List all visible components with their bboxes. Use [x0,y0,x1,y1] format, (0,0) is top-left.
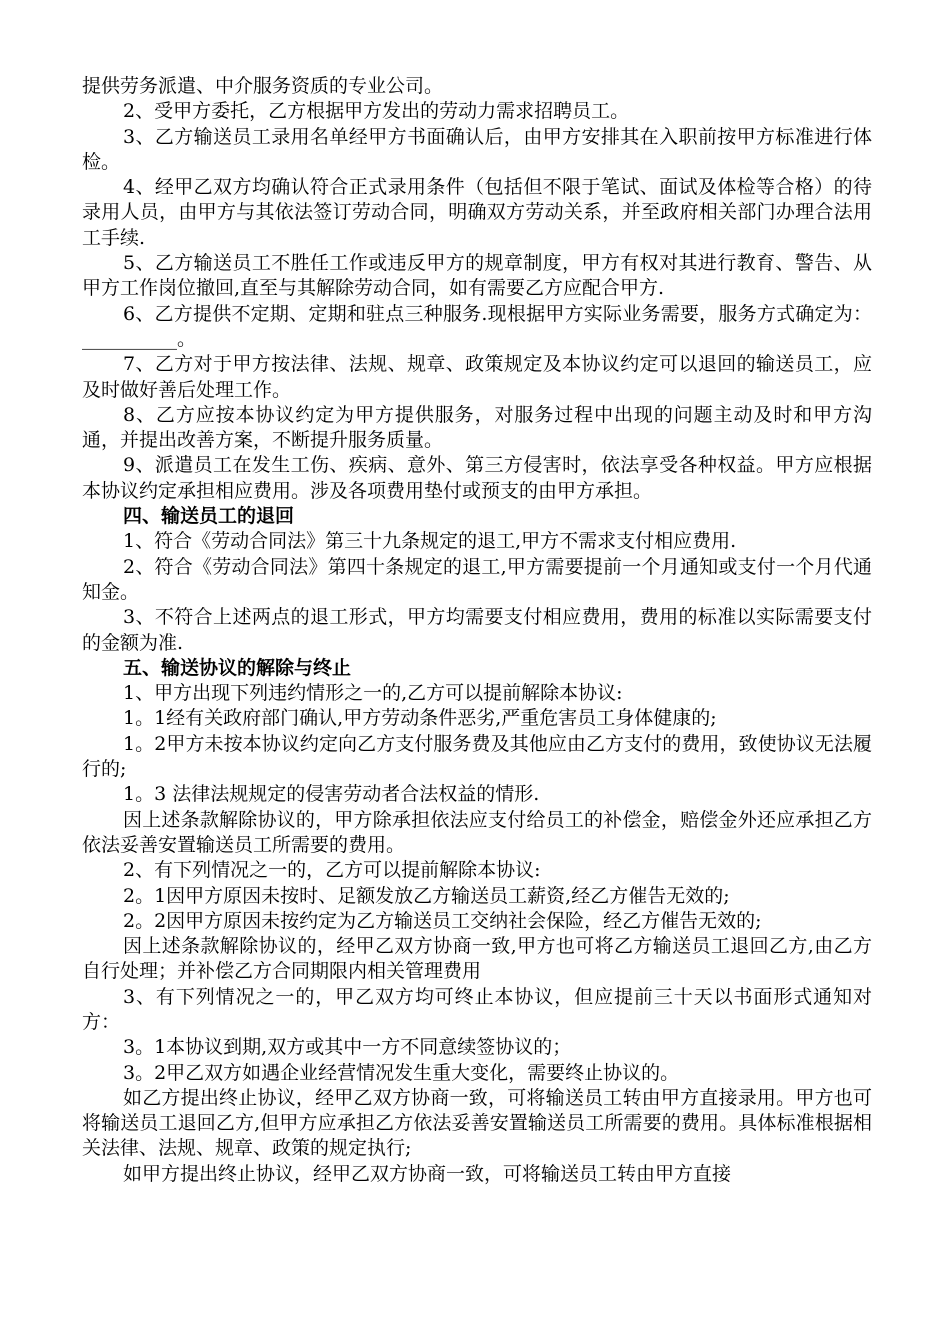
section-heading: 五、输送协议的解除与终止 [123,656,352,679]
paragraph: 8、乙方应按本协议约定为甲方提供服务，对服务过程中出现的问题主动及时和甲方沟通，并提出改善方案，不断提升服务质量。 [82,403,872,452]
paragraph: 2、受甲方委托，乙方根据甲方发出的劳动力需求招聘员工。 [123,100,630,123]
document-body [82,74,872,1187]
paragraph: 6、乙方提供不定期、定期和驻点三种服务.现根据甲方实际业务需要，服务方式确定为：__________。 [82,302,872,350]
paragraph: 3、不符合上述两点的退工形式，甲方均需要支付相应费用，费用的标准以实际需要支付的金额为准. [82,606,872,654]
paragraph: 1、符合《劳动合同法》第三十九条规定的退工,甲方不需求支付相应费用. [123,530,737,553]
paragraph: 9、派遣员工在发生工伤、疾病、意外、第三方侵害时，依法享受各种权益。甲方应根据本协议约定承担相应费用。涉及各项费用垫付或预支的由甲方承担。 [82,454,872,502]
paragraph: 1。3 法律法规规定的侵害劳动者合法权益的情形. [123,783,540,806]
paragraph: 1。2甲方未按本协议约定向乙方支付服务费及其他应由乙方支付的费用，致使协议无法履行的; [82,732,872,781]
paragraph: 5、乙方输送员工不胜任工作或违反甲方的规章制度，甲方有权对其进行教育、警告、从甲方工作岗位撤回,直至与其解除劳动合同，如有需要乙方应配合甲方. [82,252,872,300]
paragraph: 2。1因甲方原因未按时、足额发放乙方输送员工薪资,经乙方催告无效的; [123,884,730,907]
paragraph: 因上述条款解除协议的，甲方除承担依法应支付给员工的补偿金，赔偿金外还应承担乙方依法妥善安置输送员工所需要的费用。 [82,808,872,856]
paragraph: 提供劳务派遣、中介服务资质的专业公司。 [82,75,444,97]
paragraph: 3。1本协议到期,双方或其中一方不同意续签协议的； [123,1036,572,1059]
paragraph: 如甲方提出终止协议，经甲乙双方协商一致，可将输送员工转由甲方直接 [123,1162,732,1185]
section-heading: 四、输送员工的退回 [123,505,295,528]
paragraph: 4、经甲乙双方均确认符合正式录用条件（包括但不限于笔试、面试及体检等合格）的待录用人员，由甲方与其依法签订劳动合同，明确双方劳动关系，并至政府相关部门办理合法用工手续. [82,176,872,249]
paragraph: 2。2因甲方原因未按约定为乙方输送员工交纳社会保险，经乙方催告无效的; [123,909,762,932]
paragraph: 3。2甲乙双方如遇企业经营情况发生重大变化，需要终止协议的。 [123,1061,680,1084]
paragraph: 2、符合《劳动合同法》第四十条规定的退工,甲方需要提前一个月通知或支付一个月代通知金。 [82,555,872,603]
paragraph: 2、有下列情况之一的，乙方可以提前解除本协议: [123,859,541,882]
paragraph: 7、乙方对于甲方按法律、法规、规章、政策规定及本协议约定可以退回的输送员工，应及时做好善后处理工作。 [82,353,872,401]
paragraph: 1。1经有关政府部门确认,甲方劳动条件恶劣,严重危害员工身体健康的; [123,707,717,730]
paragraph: 如乙方提出终止协议，经甲乙双方协商一致，可将输送员工转由甲方直接录用。甲方也可将输送员工退回乙方,但甲方应承担乙方依法妥善安置输送员工所需要的费用。具体标准根据相关法律、法规、规章、政策的规定执行; [82,1086,872,1160]
paragraph: 因上述条款解除协议的，经甲乙双方协商一致,甲方也可将乙方输送员工退回乙方,由乙方自行处理；并补偿乙方合同期限内相关管理费用 [82,935,872,983]
paragraph: 1、甲方出现下列违约情形之一的,乙方可以提前解除本协议: [123,682,623,705]
paragraph: 3、乙方输送员工录用名单经甲方书面确认后，由甲方安排其在入职前按甲方标准进行体检。 [82,125,872,173]
paragraph: 3、有下列情况之一的，甲乙双方均可终止本协议，但应提前三十天以书面形式通知对方： [82,985,872,1033]
